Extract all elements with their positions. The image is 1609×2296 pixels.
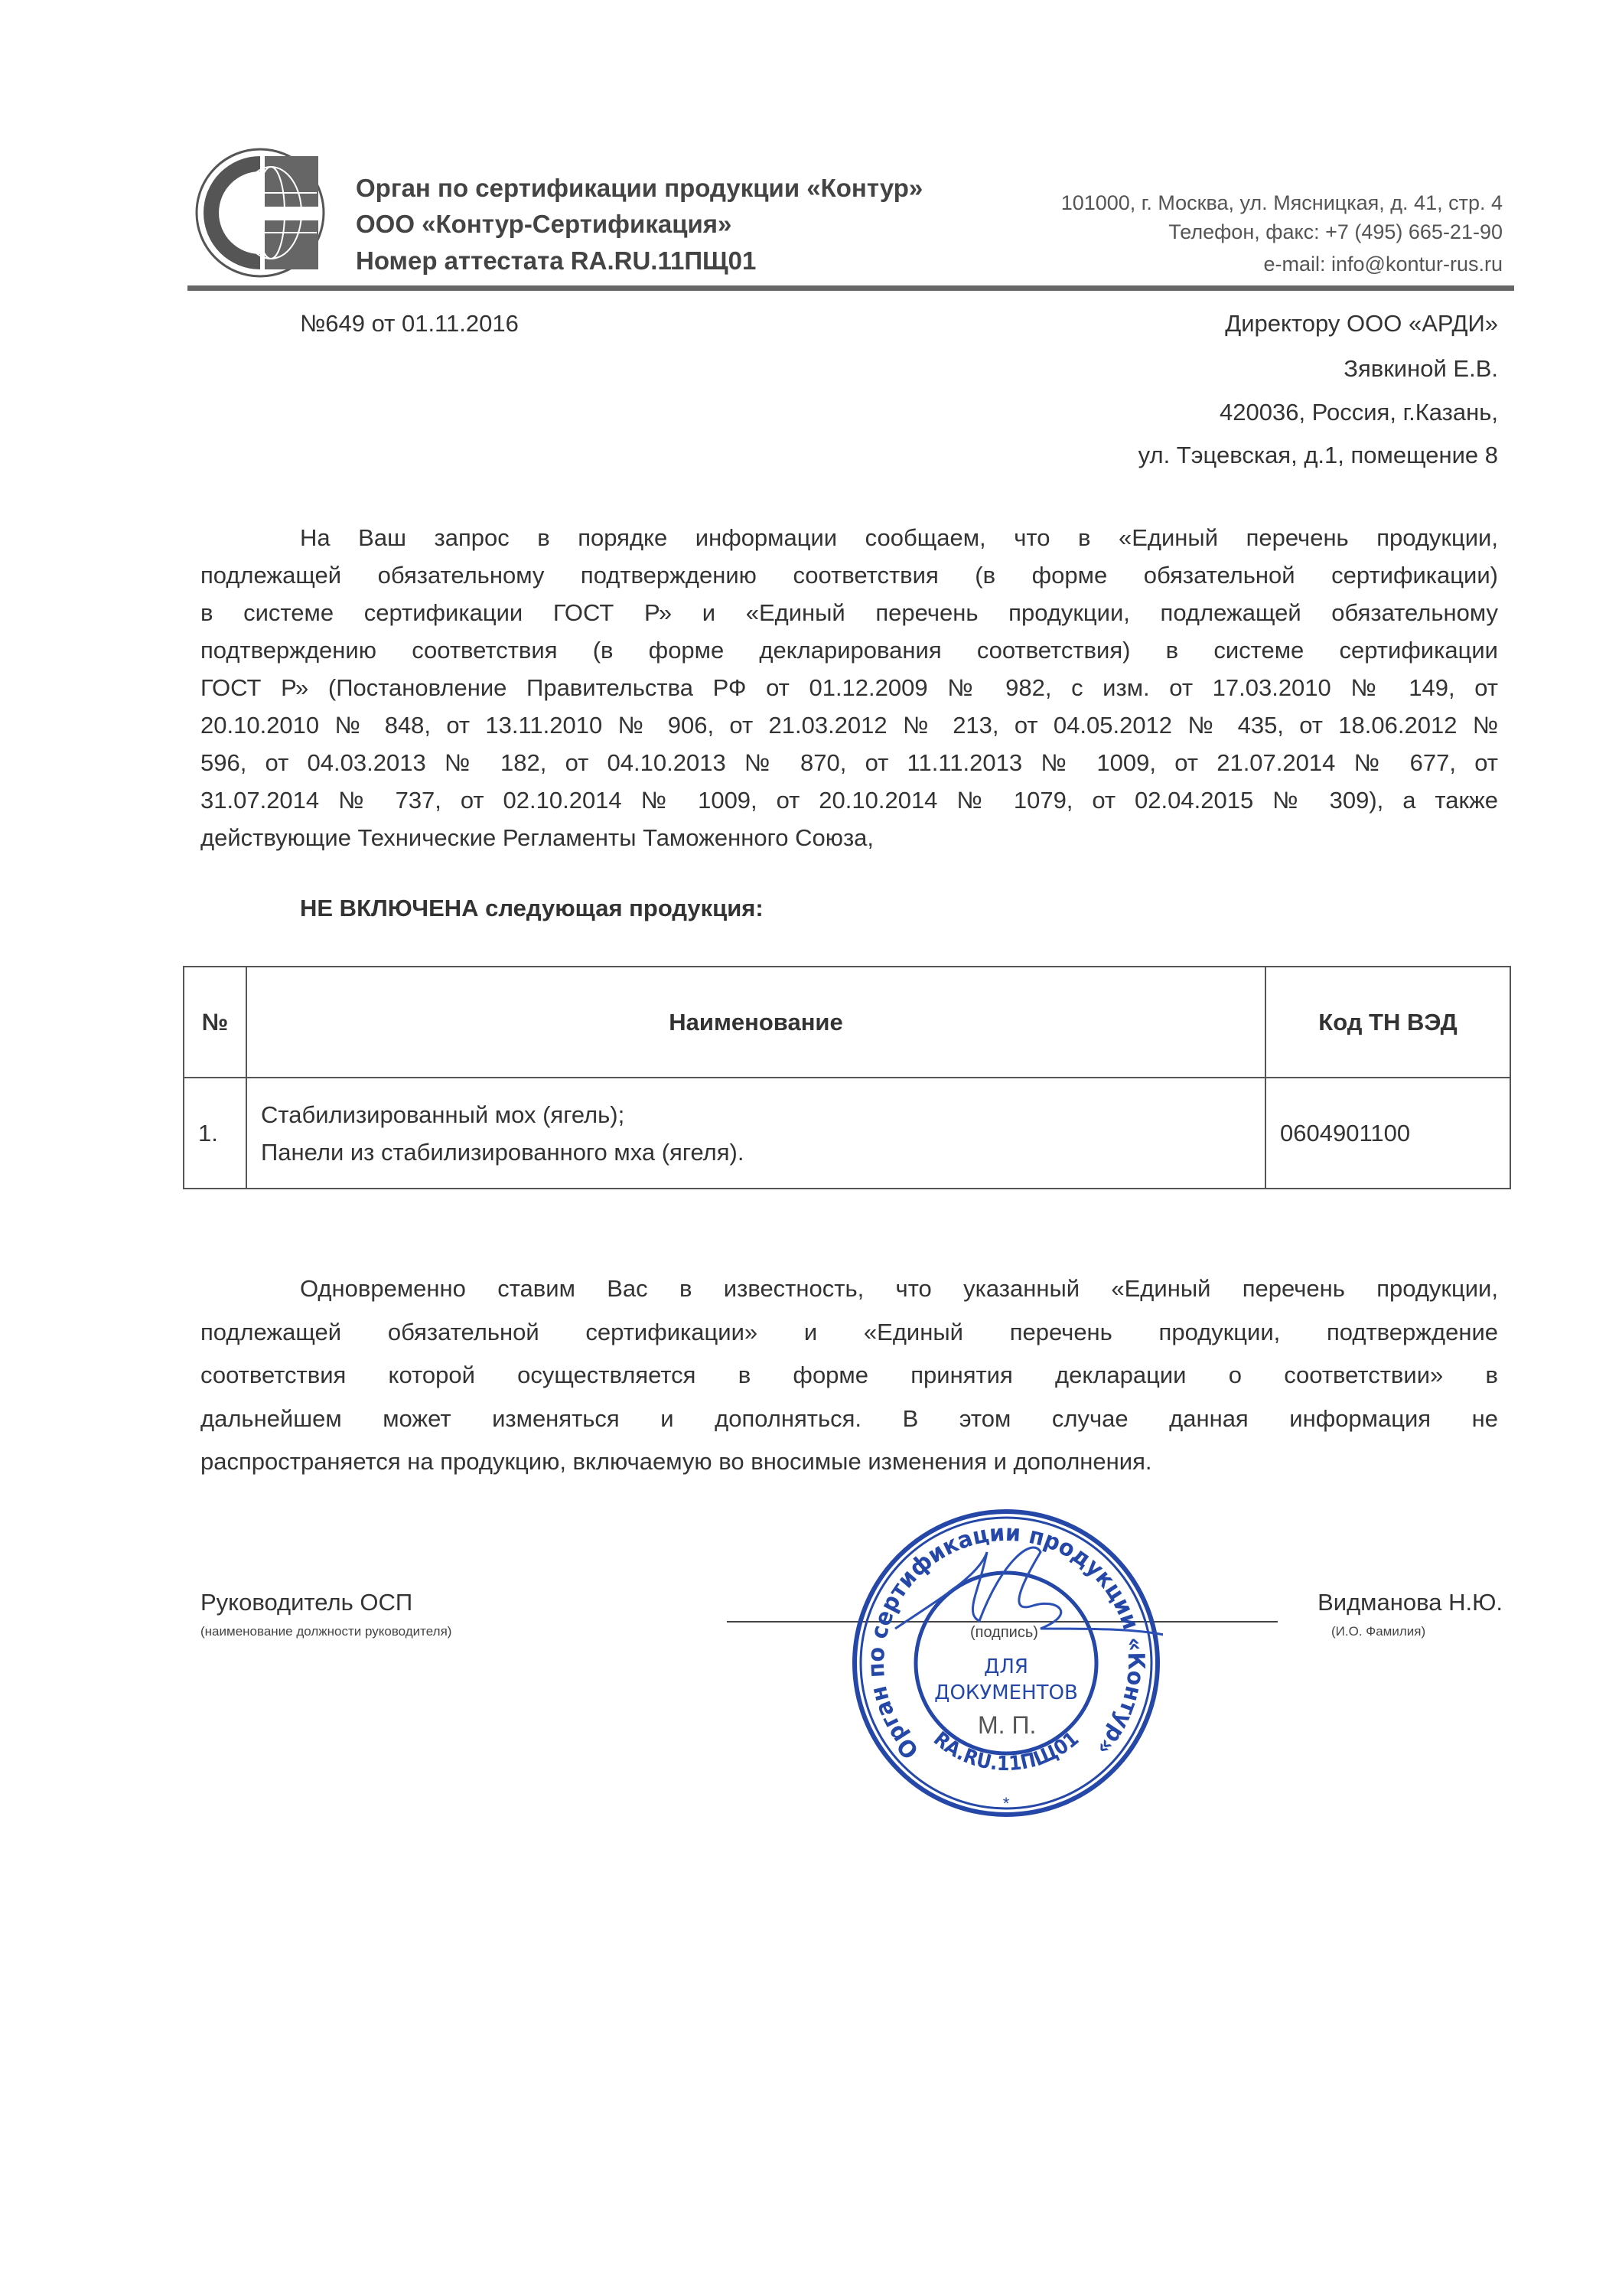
paragraph-intro [200, 519, 1498, 856]
paragraph-line: ГОСТ Р» (Постановление Правительства РФ от 01.12.2009 № 982, с изм. от 17.03.2010 № 149, от [200, 674, 1498, 701]
signer-name: Видманова Н.Ю. [1317, 1589, 1503, 1616]
name-hint: (И.О. Фамилия) [1331, 1624, 1426, 1639]
stamp-star-icon: * [1002, 1794, 1010, 1813]
paragraph-line: в системе сертификации ГОСТ Р» и «Единый перечень продукции, подлежащей обязательному [200, 599, 1498, 626]
not-included-heading: НЕ ВКЛЮЧЕНА следующая продукция: [300, 895, 764, 921]
table-header-row [184, 967, 1510, 1078]
seal-place: М. П. [978, 1711, 1037, 1739]
header-divider [187, 285, 1514, 291]
col-code: Код ТН ВЭД [1265, 967, 1510, 1078]
paragraph-line: 20.10.2010 № 848, от 13.11.2010 № 906, от 21.03.2012 № 213, от 04.05.2012 № 435, от 18.06.2012 № [200, 712, 1498, 739]
paragraph-line: дальнейшем может изменяться и дополняться. В этом случае данная информация не [200, 1404, 1498, 1432]
paragraph-line: На Ваш запрос в порядке информации сообщаем, что в «Единый перечень продукции, [300, 524, 1498, 551]
col-name: Наименование [246, 967, 1265, 1078]
products-table [183, 966, 1511, 1189]
official-stamp [849, 1506, 1163, 1820]
stamp-outer-text: Орган по сертификации продукции «Контур» [862, 1519, 1150, 1764]
paragraph-line: подлежащей обязательному подтверждению соответствия (в форме обязательной сертификации) [200, 562, 1498, 589]
paragraph-notice [200, 1267, 1498, 1484]
phone: Телефон, факс: +7 (495) 665-21-90 [1168, 220, 1503, 243]
stamp-center-line: ДОКУМЕНТОВ [934, 1681, 1078, 1704]
company-logo [194, 147, 326, 279]
row-name [246, 1078, 1265, 1189]
paragraph-line: распространяется на продукцию, включаемую во вносимые изменения и дополнения. [200, 1448, 1152, 1475]
row-number: 1. [184, 1078, 246, 1189]
table-row [184, 1078, 1510, 1189]
stamp-center-line: ДЛЯ [984, 1655, 1028, 1678]
certificate-number: Номер аттестата RA.RU.11ПЩ01 [356, 246, 757, 275]
row-code: 0604901100 [1265, 1078, 1510, 1189]
recipient-line: 420036, Россия, г.Казань, [1220, 399, 1498, 426]
address: 101000, г. Москва, ул. Мясницкая, д. 41, стр. 4 [1060, 191, 1503, 214]
paragraph-line: 31.07.2014 № 737, от 02.10.2014 № 1009, от 20.10.2014 № 1079, от 02.04.2015 № 309), а также [200, 787, 1498, 814]
paragraph-line: 596, от 04.03.2013 № 182, от 04.10.2013 № 870, от 11.11.2013 № 1009, от 21.07.2014 № 677, от [200, 749, 1498, 776]
name-line: Панели из стабилизированного мха (ягеля). [261, 1138, 744, 1166]
org-name: Орган по сертификации продукции «Контур» [356, 174, 923, 202]
paragraph-line: соответствия которой осуществляется в форме принятия декларации о соответствии» в [200, 1362, 1498, 1388]
recipient-line: Зявкиной Е.В. [1344, 355, 1498, 382]
paragraph-line: подлежащей обязательной сертификации» и «Единый перечень продукции, подтверждение [200, 1318, 1498, 1345]
name-line: Стабилизированный мох (ягель); [261, 1101, 625, 1128]
signer-position: Руководитель ОСП [200, 1589, 413, 1616]
paragraph-line: подтверждению соответствия (в форме декларирования соответствия) в системе сертификации [200, 637, 1498, 664]
sign-hint: (подпись) [970, 1624, 1038, 1641]
paragraph-line: действующие Технические Регламенты Таможенного Союза, [200, 824, 875, 851]
col-number: № [184, 967, 246, 1078]
recipient-line: Директору ООО «АРДИ» [1225, 310, 1498, 337]
recipient-line: ул. Тэцевская, д.1, помещение 8 [1138, 442, 1498, 468]
email: e-mail: info@kontur-rus.ru [1263, 253, 1503, 276]
letter-number: №649 от 01.11.2016 [300, 310, 519, 337]
paragraph-line: Одновременно ставим Вас в известность, что указанный «Единый перечень продукции, [300, 1275, 1498, 1302]
position-hint: (наименование должности руководителя) [200, 1624, 452, 1639]
stamp-bottom-text: RA.RU.11ПЩ01 [929, 1727, 1085, 1776]
company-name: ООО «Контур-Сертификация» [356, 210, 732, 238]
